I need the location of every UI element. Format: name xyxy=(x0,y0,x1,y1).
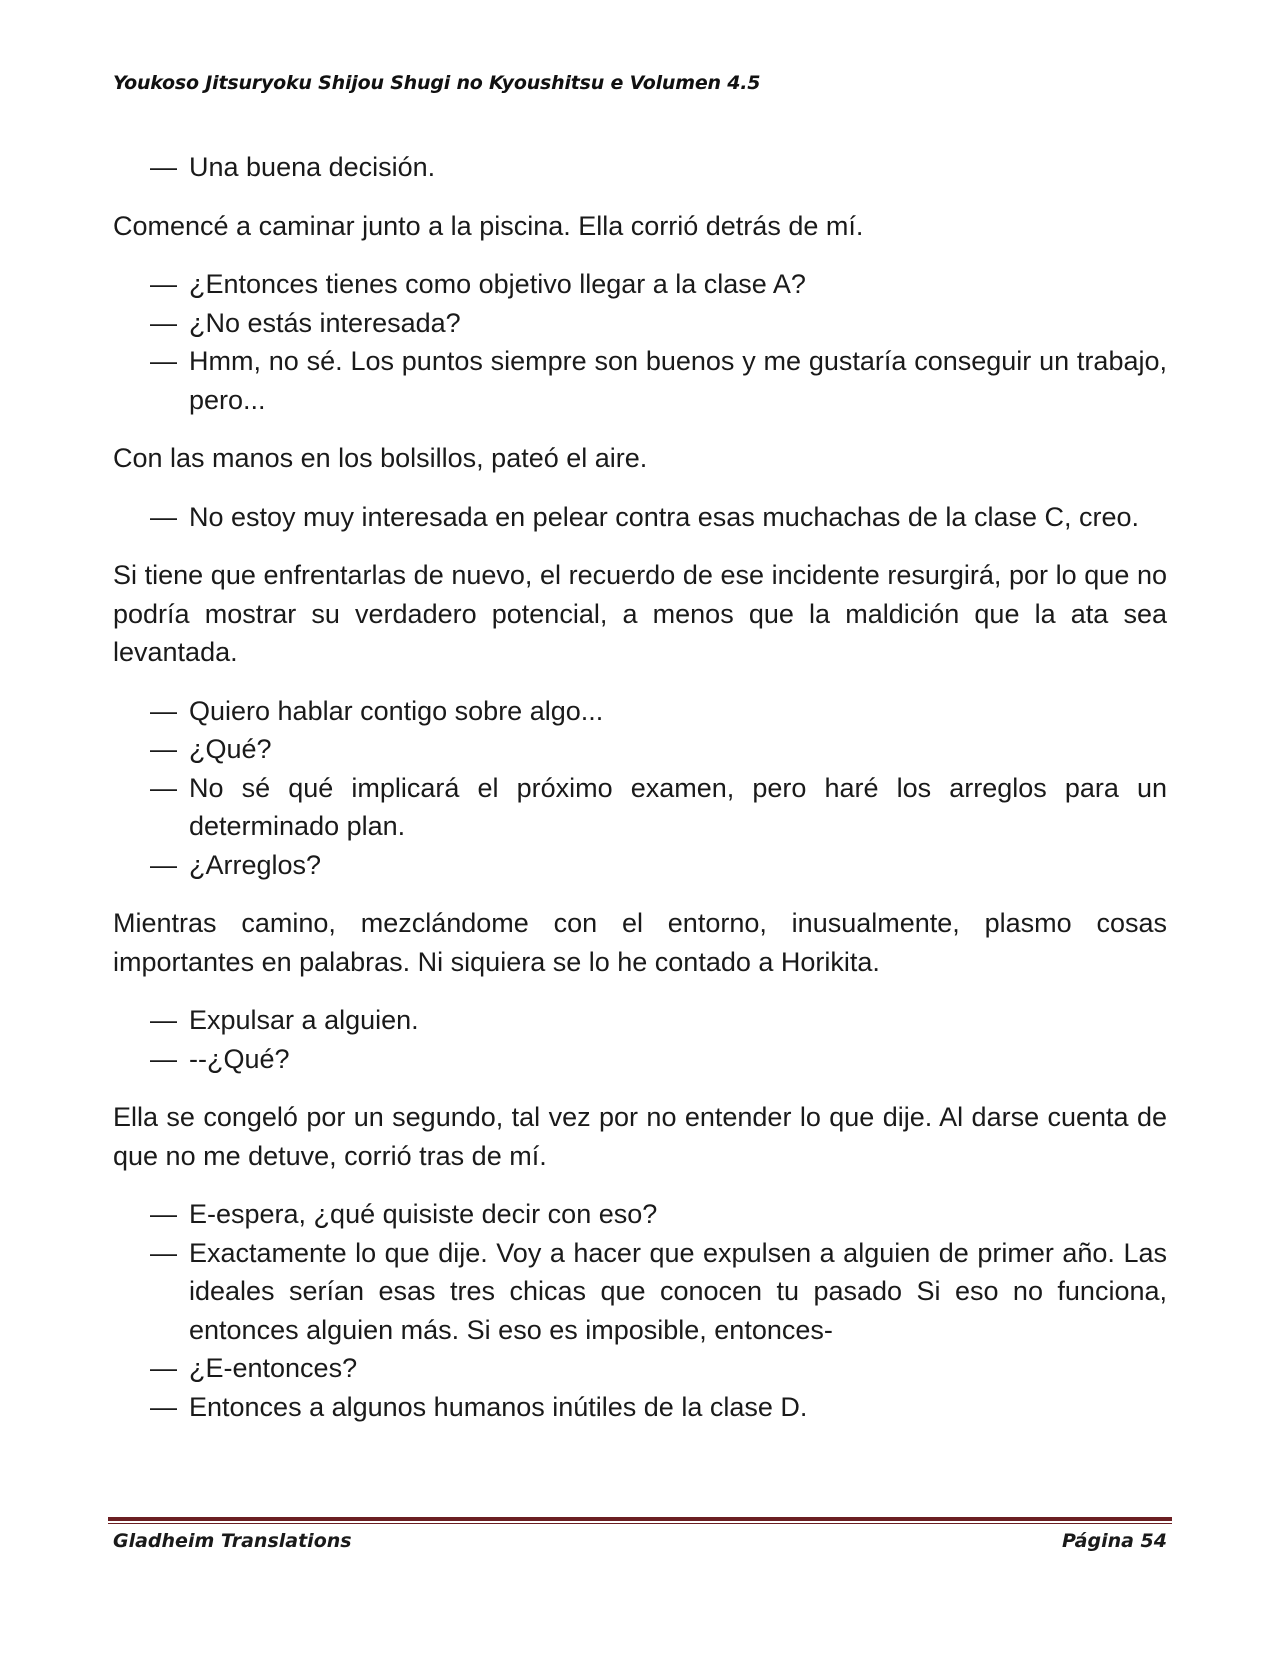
dialogue-text: ¿E-entonces? xyxy=(189,1353,358,1383)
footer-credit: Gladheim Translations xyxy=(113,1530,352,1552)
dialogue-line xyxy=(113,846,1167,885)
dialogue-line xyxy=(113,1001,1167,1040)
dialogue-line xyxy=(113,769,1167,846)
dialogue-line xyxy=(113,1040,1167,1079)
dialogue-text: Una buena decisión. xyxy=(189,152,436,182)
document-body xyxy=(113,148,1167,1426)
paragraph: Si tiene que enfrentarlas de nuevo, el recuerdo de ese incidente resurgirá, por lo que no podría mostrar su verdadero potencial, a menos que la maldición que la ata sea levantada. xyxy=(113,560,1167,667)
dialogue-line xyxy=(113,1234,1167,1350)
dialogue-dash: — xyxy=(150,1005,177,1035)
dialogue-dash: — xyxy=(150,307,177,338)
dialogue-dash: — xyxy=(150,269,177,299)
dialogue-block xyxy=(113,498,1167,537)
dialogue-dash: — xyxy=(150,1391,177,1422)
dialogue-dash: — xyxy=(150,346,177,376)
dialogue-text: No sé qué implicará el próximo examen, pero haré los arreglos para un determinado plan. xyxy=(189,772,1167,841)
dialogue-line xyxy=(113,1349,1167,1388)
paragraph: Comencé a caminar junto a la piscina. Ella corrió detrás de mí. xyxy=(113,210,864,241)
dialogue-text: ¿No estás interesada? xyxy=(189,307,461,338)
dialogue-dash: — xyxy=(150,152,177,182)
dialogue-block xyxy=(113,1001,1167,1078)
dialogue-line xyxy=(113,1388,1167,1427)
dialogue-text: ¿Qué? xyxy=(189,734,272,764)
dialogue-text: E-espera, ¿qué quisiste decir con eso? xyxy=(189,1199,658,1229)
dialogue-dash: — xyxy=(150,1237,177,1268)
dialogue-line xyxy=(113,304,1167,343)
dialogue-dash: — xyxy=(150,734,177,764)
dialogue-line xyxy=(113,342,1167,419)
dialogue-text: --¿Qué? xyxy=(189,1043,290,1074)
dialogue-dash: — xyxy=(150,849,177,880)
paragraph: Mientras camino, mezclándome con el entorno, inusualmente, plasmo cosas importantes en palabras. Ni siquiera se lo he contado a Horikita. xyxy=(113,908,1167,977)
dialogue-dash: — xyxy=(150,1353,177,1383)
dialogue-line xyxy=(113,148,1167,187)
dialogue-dash: — xyxy=(150,772,177,803)
dialogue-dash: — xyxy=(150,695,177,726)
dialogue-text: Entonces a algunos humanos inútiles de la clase D. xyxy=(189,1391,808,1422)
footer-page-number: Página 54 xyxy=(1061,1530,1167,1552)
dialogue-text: No estoy muy interesada en pelear contra esas muchachas de la clase C, creo. xyxy=(189,501,1139,532)
dialogue-text: Quiero hablar contigo sobre algo... xyxy=(189,695,604,726)
footer-divider xyxy=(108,1517,1172,1521)
dialogue-dash: — xyxy=(150,1199,177,1229)
page-header-title: Youkoso Jitsuryoku Shijou Shugi no Kyoushitsu e Volumen 4.5 xyxy=(113,72,761,94)
dialogue-line xyxy=(113,730,1167,769)
dialogue-dash: — xyxy=(150,501,177,532)
dialogue-dash: — xyxy=(150,1043,177,1074)
dialogue-text: Exactamente lo que dije. Voy a hacer que expulsen a alguien de primer año. Las ideales serían esas tres chicas que conocen tu pasado Si eso no funciona, entonces alguien más. Si eso es imposible, entonces- xyxy=(189,1237,1167,1345)
dialogue-text: Hmm, no sé. Los puntos siempre son buenos y me gustaría conseguir un trabajo, pero... xyxy=(189,346,1167,415)
dialogue-text: Expulsar a alguien. xyxy=(189,1005,419,1035)
dialogue-line xyxy=(113,1195,1167,1234)
dialogue-block xyxy=(113,148,1167,187)
dialogue-block xyxy=(113,265,1167,419)
dialogue-block xyxy=(113,692,1167,885)
footer-divider-thin xyxy=(108,1523,1172,1524)
paragraph: Ella se congeló por un segundo, tal vez por no entender lo que dije. Al darse cuenta de que no me detuve, corrió tras de mí. xyxy=(113,1102,1167,1171)
dialogue-text: ¿Arreglos? xyxy=(189,849,322,880)
dialogue-line xyxy=(113,265,1167,304)
paragraph: Con las manos en los bolsillos, pateó el aire. xyxy=(113,443,648,473)
dialogue-line xyxy=(113,498,1167,537)
dialogue-line xyxy=(113,692,1167,731)
dialogue-text: ¿Entonces tienes como objetivo llegar a la clase A? xyxy=(189,269,806,299)
dialogue-block xyxy=(113,1195,1167,1426)
